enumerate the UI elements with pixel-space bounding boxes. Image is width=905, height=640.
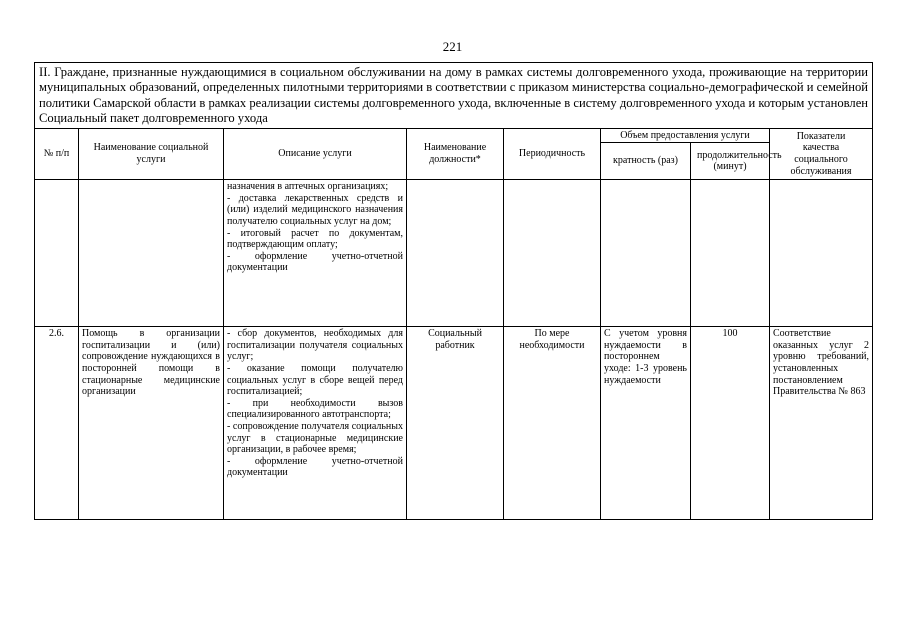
continuation-row [35,180,873,327]
row-quality: Соответствие оказанных услуг 2 уровню требований, установленных постановлением Правительства № 863 [770,327,873,520]
header-quality: Показатели качества социального обслуживания [770,128,873,180]
table-row [35,327,873,520]
description-line: назначения в аптечных организациях; [227,181,389,193]
row-service-name: Помощь в организации госпитализации и (или) сопровождение нуждающихся в посторонней помощи в стационарные медицинские организации [79,327,224,520]
header-position: Наименование должности* [407,128,504,180]
row-position: Социальный работник [407,327,504,520]
row-description [224,327,407,520]
section-title-row [35,63,873,129]
description-line: - оформление учетно-отчетной документации [227,455,403,479]
description-line: - сбор документов, необходимых для госпитализации получателя социальных услуг; [227,328,403,363]
header-row [35,128,873,143]
header-volume: Объем предоставления услуги [601,128,770,143]
section-title: II. Граждане, признанные нуждающимися в социальном обслуживании на дому в рамках системы долговременного ухода, проживающие на территории муниципальных образований, определенных пилотными территориями в соответствии с приказом министерства социально-демографической и семейной политики Самарской области в рамках реализации системы долговременного ухода, включенные в систему долговременного ухода и которым установлен Социальный пакет долговременного ухода [35,63,873,129]
header-duration: продолжительность (минут) [691,143,770,180]
description-line: - оформление учетно-отчетной документации [227,250,403,274]
description-line: - сопровождение получателя социальных услуг в стационарные медицинские организации, в рабочее время; [227,420,403,456]
row-duration: 100 [691,327,770,520]
description-line: - оказание помощи получателю социальных услуг в сборе вещей перед госпитализацией; [227,363,403,398]
description-line: - при необходимости вызов специализированного автотранспорта; [227,397,403,421]
row-periodicity: По мере необходимости [504,327,601,520]
description-line: - доставка лекарственных средств и (или) изделий медицинского назначения получателю социальных услуг на дом; [227,192,403,227]
header-frequency: кратность (раз) [601,143,691,180]
header-num: № п/п [35,128,79,180]
header-periodicity: Периодичность [504,128,601,180]
continuation-description [224,180,407,327]
services-table [34,62,873,520]
row-frequency: С учетом уровня нуждаемости в постороннем уходе: 1-3 уровень нуждаемости [601,327,691,520]
page-number: 221 [442,39,463,54]
header-service-name: Наименование социальной услуги [79,128,224,180]
header-description: Описание услуги [224,128,407,180]
row-num: 2.6. [35,327,79,520]
description-line: - итоговый расчет по документам, подтверждающим оплату; [227,227,403,251]
